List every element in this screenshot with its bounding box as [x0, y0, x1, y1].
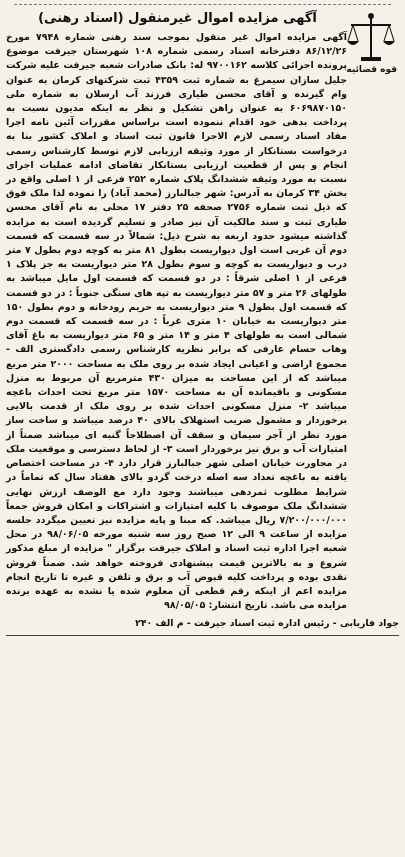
- bottom-divider: [6, 635, 399, 636]
- notice-header: [6, 11, 399, 75]
- notice-signature: جواد فاریابی - رئیس اداره ثبت اسناد جیرفت - م الف ۲۴۰: [135, 618, 399, 630]
- top-divider: [14, 4, 391, 5]
- notice-body: [6, 31, 399, 613]
- notice-title: آگهی مزایده اموال غیرمنقول (اسناد رهنی): [38, 11, 317, 26]
- judiciary-emblem-label: قوه قضائیه: [346, 65, 397, 75]
- notice-paragraph: آگهی مزایده اموال غیر منقول بموجب سند رهنی شماره ۷۹۴۸ مورخ ۸۶/۱۲/۲۶ دفترخانه اسناد رسمی شماره ۱۰۸ شهرستان جیرفت موضوع پرونده اجرائی کلاسه ۹۷۰۰۱۶۲ له: بانک صادرات شعبه جیرفت علیه شرکت جلیل سازان سیمرغ به شماره ثبت ۴۳۵۹ ثبت شرکتهای کرمان به عنوان وام گیرنده و آقای محسن طیاری فرزند آب ارسلان به شماره ملی ۶۰۶۹۸۷۰۱۵۰ به عنوان راهن تشکیل و نظر به اینکه مدیون نسبت به پرداخت بدهی خود اقدام ننموده است براساس مقررات آئین نامه اجرا مفاد اسناد رسمی لازم الاجرا قانون ثبت اسناد و املاک کشور بنا به درخواست بستانکار از مورد وثیقه ارزیابی لازم توسط کارشناس رسمی انجام و پس از قطعیت ارزیابی بستانکار تقاضای ادامه عملیات اجرای نسبت به مورد وثیقه ششدانگ پلاک شماره ۲۵۲ فرعی از ۱ اصلی واقع در بخش ۳۴ کرمان به آدرس: شهر جبالبارز (محمد آباد) را نموده لذا ملک فوق که ذیل ثبت شماره ۲۷۵۶ صحفه ۲۵ دفتر ۱۷ محلی به نام آقای محسن طیاری ثبت و سند مالکیت آن نیز صادر و تسلیم گردیده است به مزایده گذاشته میشود حدود اربعه به شرح ذیل: شمالاً در سه قسمت که قسمت دوم آن غربی است اول دیواریست بطول ۸۱ متر به کوچه دوم بطول ۷ متر درب و دیواریست به کوچه و سوم بطول ۲۸ متر دیواریست به جز پلاک ۱ فرعی از ۱ اصلی شرقاً : در دو قسمت که قسمت اول مایل میباشد به طولهای ۲۶ متر و ۵۷ متر دیواریست به تپه های سنگی جنوباً : در دو قسمت که قسمت اول بطول ۹ متر دیواریست به حریم رودخانه و دوم بطول ۱۵۰ متر دیواریست به خیابان ۱۰ متری غرباً : در سه قسمت که قسمت دوم شمالی است به طولهای ۴ متر و ۱۴ متر و ۶۵ متر دیواریست به باغ آقای وهاب حسام عارفی که برابر نظریه کارشناس رسمی دادگستری الف - مجموع اراضی و اعیانی ایجاد شده بر روی ملک به مساحت ۲۰۰۰ متر مربع میباشد که از این مساحت به میزان ۴۳۰ مترمربع آن مربوط به منزل مسکونی و باقیمانده آن به مساحت ۱۵۷۰ متر مربع تحت احداث باغچه میباشد ۲- منزل مسکونی احداث شده بر روی ملک از قدمت بالایی برخوردار و مشمول ضریب استهلاک بالای ۴۰ درصد میباشد و ساخت ساز مورد نظر از آجر سیمان و سقف آن اصطلاحاً گنبه ای میباشد ضمناً از امتیازات آب و برق نیز برخوردار است ۳- از لحاظ دسترسی و موقعیت ملک در مجاورت خیابان اصلی شهر جبالبارز قرار دارد ۴- در مساحت اختصاص یافته به باغچه تعداد سه اصله درخت گردو بالای هفتاد سال که تماماً در شرایط مطلوب ثمردهی میباشند وجود دارد مع الوصف ارزش نهایی ششدانگ ملک موصوف با کلیه امتیازات و اشتراکات و امکان فروش جمعاً ۷/۲۰۰/۰۰۰/۰۰۰ ریال میباشد. که مبنا و پایه مزایده نیز تعیین میگردد جلسه مزایده از ساعت ۹ الی ۱۲ صبح روز سه شنبه مورخه ۹۸/۰۶/۰۵ در محل شعبه اجرا اداره ثبت اسناد و املاک جیرفت برگزار " مزایده از مبلغ مذکور شروع و به بالاترین قیمت پیشنهادی فروخته خواهد شد. ضمناً فروش نقدی بوده و پرداخت کلیه قبوض آب و برق و تلفن و غیره تا تاریخ انجام مزایده اعم از اینکه رقم قطعی آن معلوم شده یا نشده به عهده برنده مزایده می باشد. تاریخ انتشار: ۹۸/۰۵/۰۵: [6, 32, 348, 612]
